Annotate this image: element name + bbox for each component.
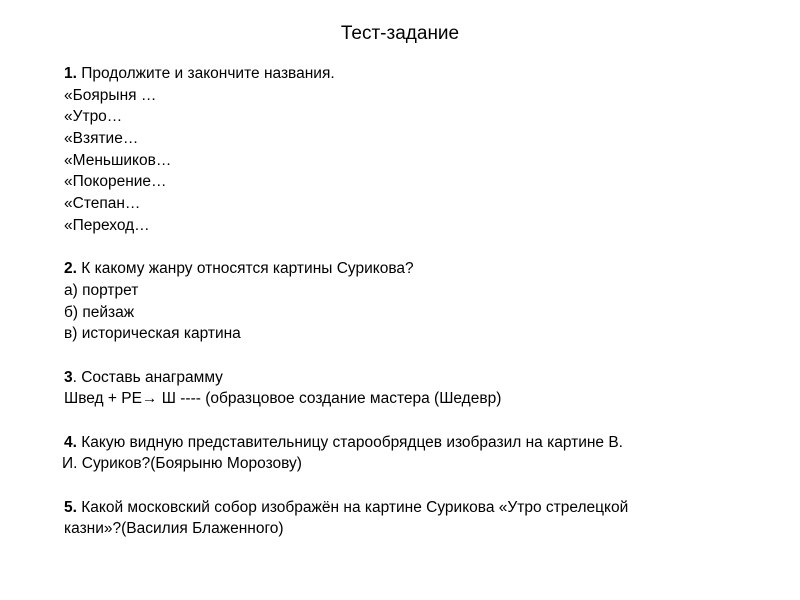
answer-option: б) пейзаж [64, 303, 135, 321]
question-2 [64, 258, 754, 280]
question-number: 5. [64, 498, 77, 516]
answer-option: в) историческая картина [64, 325, 241, 343]
spacer [64, 345, 754, 367]
question-5 [64, 497, 754, 519]
question-text: . Составь анаграмму [72, 368, 223, 386]
spacer [64, 410, 754, 432]
page-title: Тест-задание [340, 23, 460, 44]
list-item: «Меньшиков… [64, 151, 172, 169]
question-text: К какому жанру относятся картины Сурикова? [76, 260, 414, 278]
question-3 [64, 367, 754, 389]
list-item: «Утро… [64, 108, 123, 126]
question-text: Какую видную представительницу старообрядцев изобразил на картине В. [76, 433, 623, 451]
list-item: «Переход… [64, 216, 150, 234]
question-1 [64, 63, 754, 85]
answer-option: а) портрет [64, 281, 139, 299]
question-number: 4. [64, 433, 77, 451]
test-content [64, 63, 754, 540]
list-item: «Покорение… [64, 173, 167, 191]
list-item: «Степан… [64, 195, 141, 213]
question-4-answer: И. Суриков?(Боярыню Морозову) [62, 455, 302, 473]
question-3-answer: Швед + РЕ→ Ш ---- (образцовое создание мастера (Шедевр) [64, 390, 502, 408]
question-5-answer: казни»?(Василия Блаженного) [64, 520, 284, 538]
list-item: «Боярыня … [64, 86, 157, 104]
question-number: 2. [64, 260, 77, 278]
spacer [64, 475, 754, 497]
question-text: Продолжите и закончите названия. [76, 65, 335, 82]
question-text: Какой московский собор изображён на картине Сурикова «Утро стрелецкой [76, 498, 629, 516]
spacer [64, 237, 754, 259]
list-item: «Взятие… [64, 130, 139, 148]
question-number: 3 [64, 368, 73, 386]
question-4 [64, 432, 754, 454]
question-number: 1. [64, 65, 77, 82]
